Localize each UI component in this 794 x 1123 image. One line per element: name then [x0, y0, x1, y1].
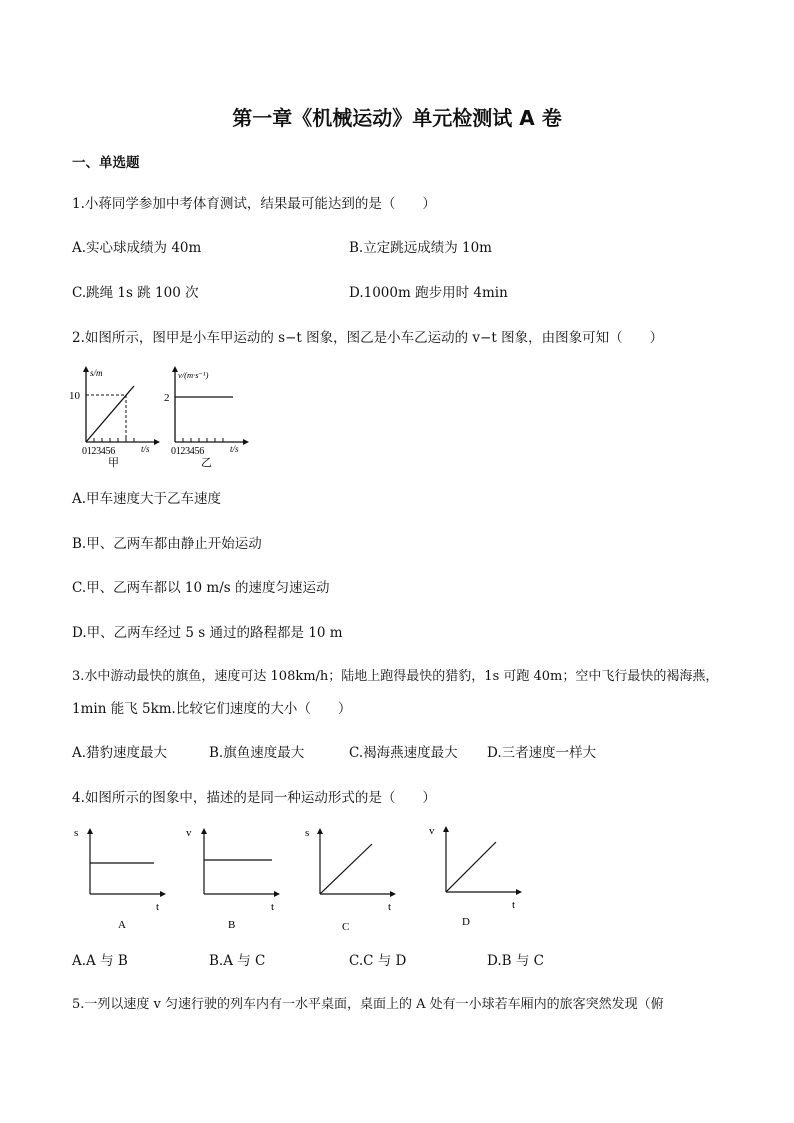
q2-option-c[interactable]: C.甲、乙两车都以 10 m/s 的速度匀速运动: [72, 580, 330, 596]
q4-b-ylabel: v: [186, 827, 192, 839]
q2-jia-xlabel: t/s: [141, 444, 150, 454]
q2-jia-ytick: 10: [69, 390, 80, 402]
q4-option-a[interactable]: A.A 与 B: [72, 953, 128, 969]
q1-option-a[interactable]: A.实心球成绩为 40m: [72, 240, 202, 256]
q4-option-c[interactable]: C.C 与 D: [349, 953, 407, 969]
q4-c-xlabel: t: [388, 901, 392, 913]
q4-graph-a: [68, 822, 172, 934]
q4-d-xlabel: t: [512, 899, 516, 911]
q4-graph-c: [300, 822, 404, 934]
q1-stem: 1.小蒋同学参加中考体育测试，结果最可能达到的是（ ）: [72, 196, 436, 212]
q3-stem-line2: 1min 能飞 5km.比较它们速度的大小（ ）: [72, 701, 352, 717]
q4-c-ylabel: s: [305, 827, 310, 839]
q1-option-c[interactable]: C.跳绳 1s 跳 100 次: [72, 285, 199, 301]
q4-d-ylabel: v: [429, 825, 435, 837]
q4-c-caption: C: [342, 921, 350, 933]
q4-a-caption: A: [118, 919, 126, 931]
q4-c-line: [320, 844, 372, 894]
q2-figure-jia: [66, 364, 162, 472]
q2-jia-xticks: 0 1 2 3 4 5 6: [82, 446, 114, 457]
q4-graph-b: [182, 822, 286, 934]
q4-stem: 4.如图所示的图象中，描述的是同一种运动形式的是（ ）: [72, 790, 436, 806]
q2-jia-ylabel: s/m: [90, 368, 103, 378]
q3-option-c[interactable]: C.褐海燕速度最大: [349, 745, 458, 761]
q4-d-line: [446, 842, 496, 892]
q2-yi-xlabel: t/s: [230, 444, 239, 454]
q4-a-ylabel: s: [74, 827, 79, 839]
q3-option-b[interactable]: B.旗鱼速度最大: [209, 745, 305, 761]
q4-option-d[interactable]: D.B 与 C: [487, 953, 544, 969]
q4-graph-d: [424, 822, 528, 934]
q2-option-a[interactable]: A.甲车速度大于乙车速度: [72, 491, 222, 507]
q1-option-b[interactable]: B.立定跳远成绩为 10m: [349, 240, 492, 256]
q2-yi-ytick: 2: [164, 392, 170, 404]
q2-yi-ylabel: v/(m·s⁻¹): [178, 370, 209, 380]
q2-option-b[interactable]: B.甲、乙两车都由静止开始运动: [72, 536, 262, 552]
q1-option-d[interactable]: D.1000m 跑步用时 4min: [349, 285, 508, 301]
q2-jia-caption: 甲: [108, 457, 119, 469]
q4-option-b[interactable]: B.A 与 C: [209, 953, 266, 969]
section-heading: 一、单选题: [72, 155, 140, 171]
page-title: 第一章《机械运动》单元检测试 A 卷: [232, 106, 562, 130]
q3-option-a[interactable]: A.猎豹速度最大: [72, 745, 168, 761]
q3-option-d[interactable]: D.三者速度一样大: [487, 745, 597, 761]
q2-option-d[interactable]: D.甲、乙两车经过 5 s 通过的路程都是 10 m: [72, 625, 343, 641]
q4-d-caption: D: [462, 916, 470, 928]
q2-figure-yi: [161, 364, 251, 472]
q5-stem-line1: 5.一列以速度 v 匀速行驶的列车内有一水平桌面，桌面上的 A 处有一小球若车厢内的旅客突然发现（俯: [72, 997, 664, 1012]
q2-yi-xticks: 0 1 2 3 4 5 6: [171, 446, 203, 457]
q2-yi-caption: 乙: [201, 457, 212, 469]
q4-b-xlabel: t: [271, 901, 275, 913]
q2-jia-line: [86, 386, 134, 442]
q4-b-caption: B: [228, 919, 236, 931]
q3-stem-line1: 3.水中游动最快的旗鱼，速度可达 108km/h；陆地上跑得最快的猎豹，1s 可跑 40m；空中飞行最快的褐海燕，: [72, 669, 719, 684]
q2-stem: 2.如图所示，图甲是小车甲运动的 s−t 图象，图乙是小车乙运动的 v−t 图象，由图象可知（ ）: [72, 330, 664, 346]
q4-a-xlabel: t: [156, 901, 160, 913]
